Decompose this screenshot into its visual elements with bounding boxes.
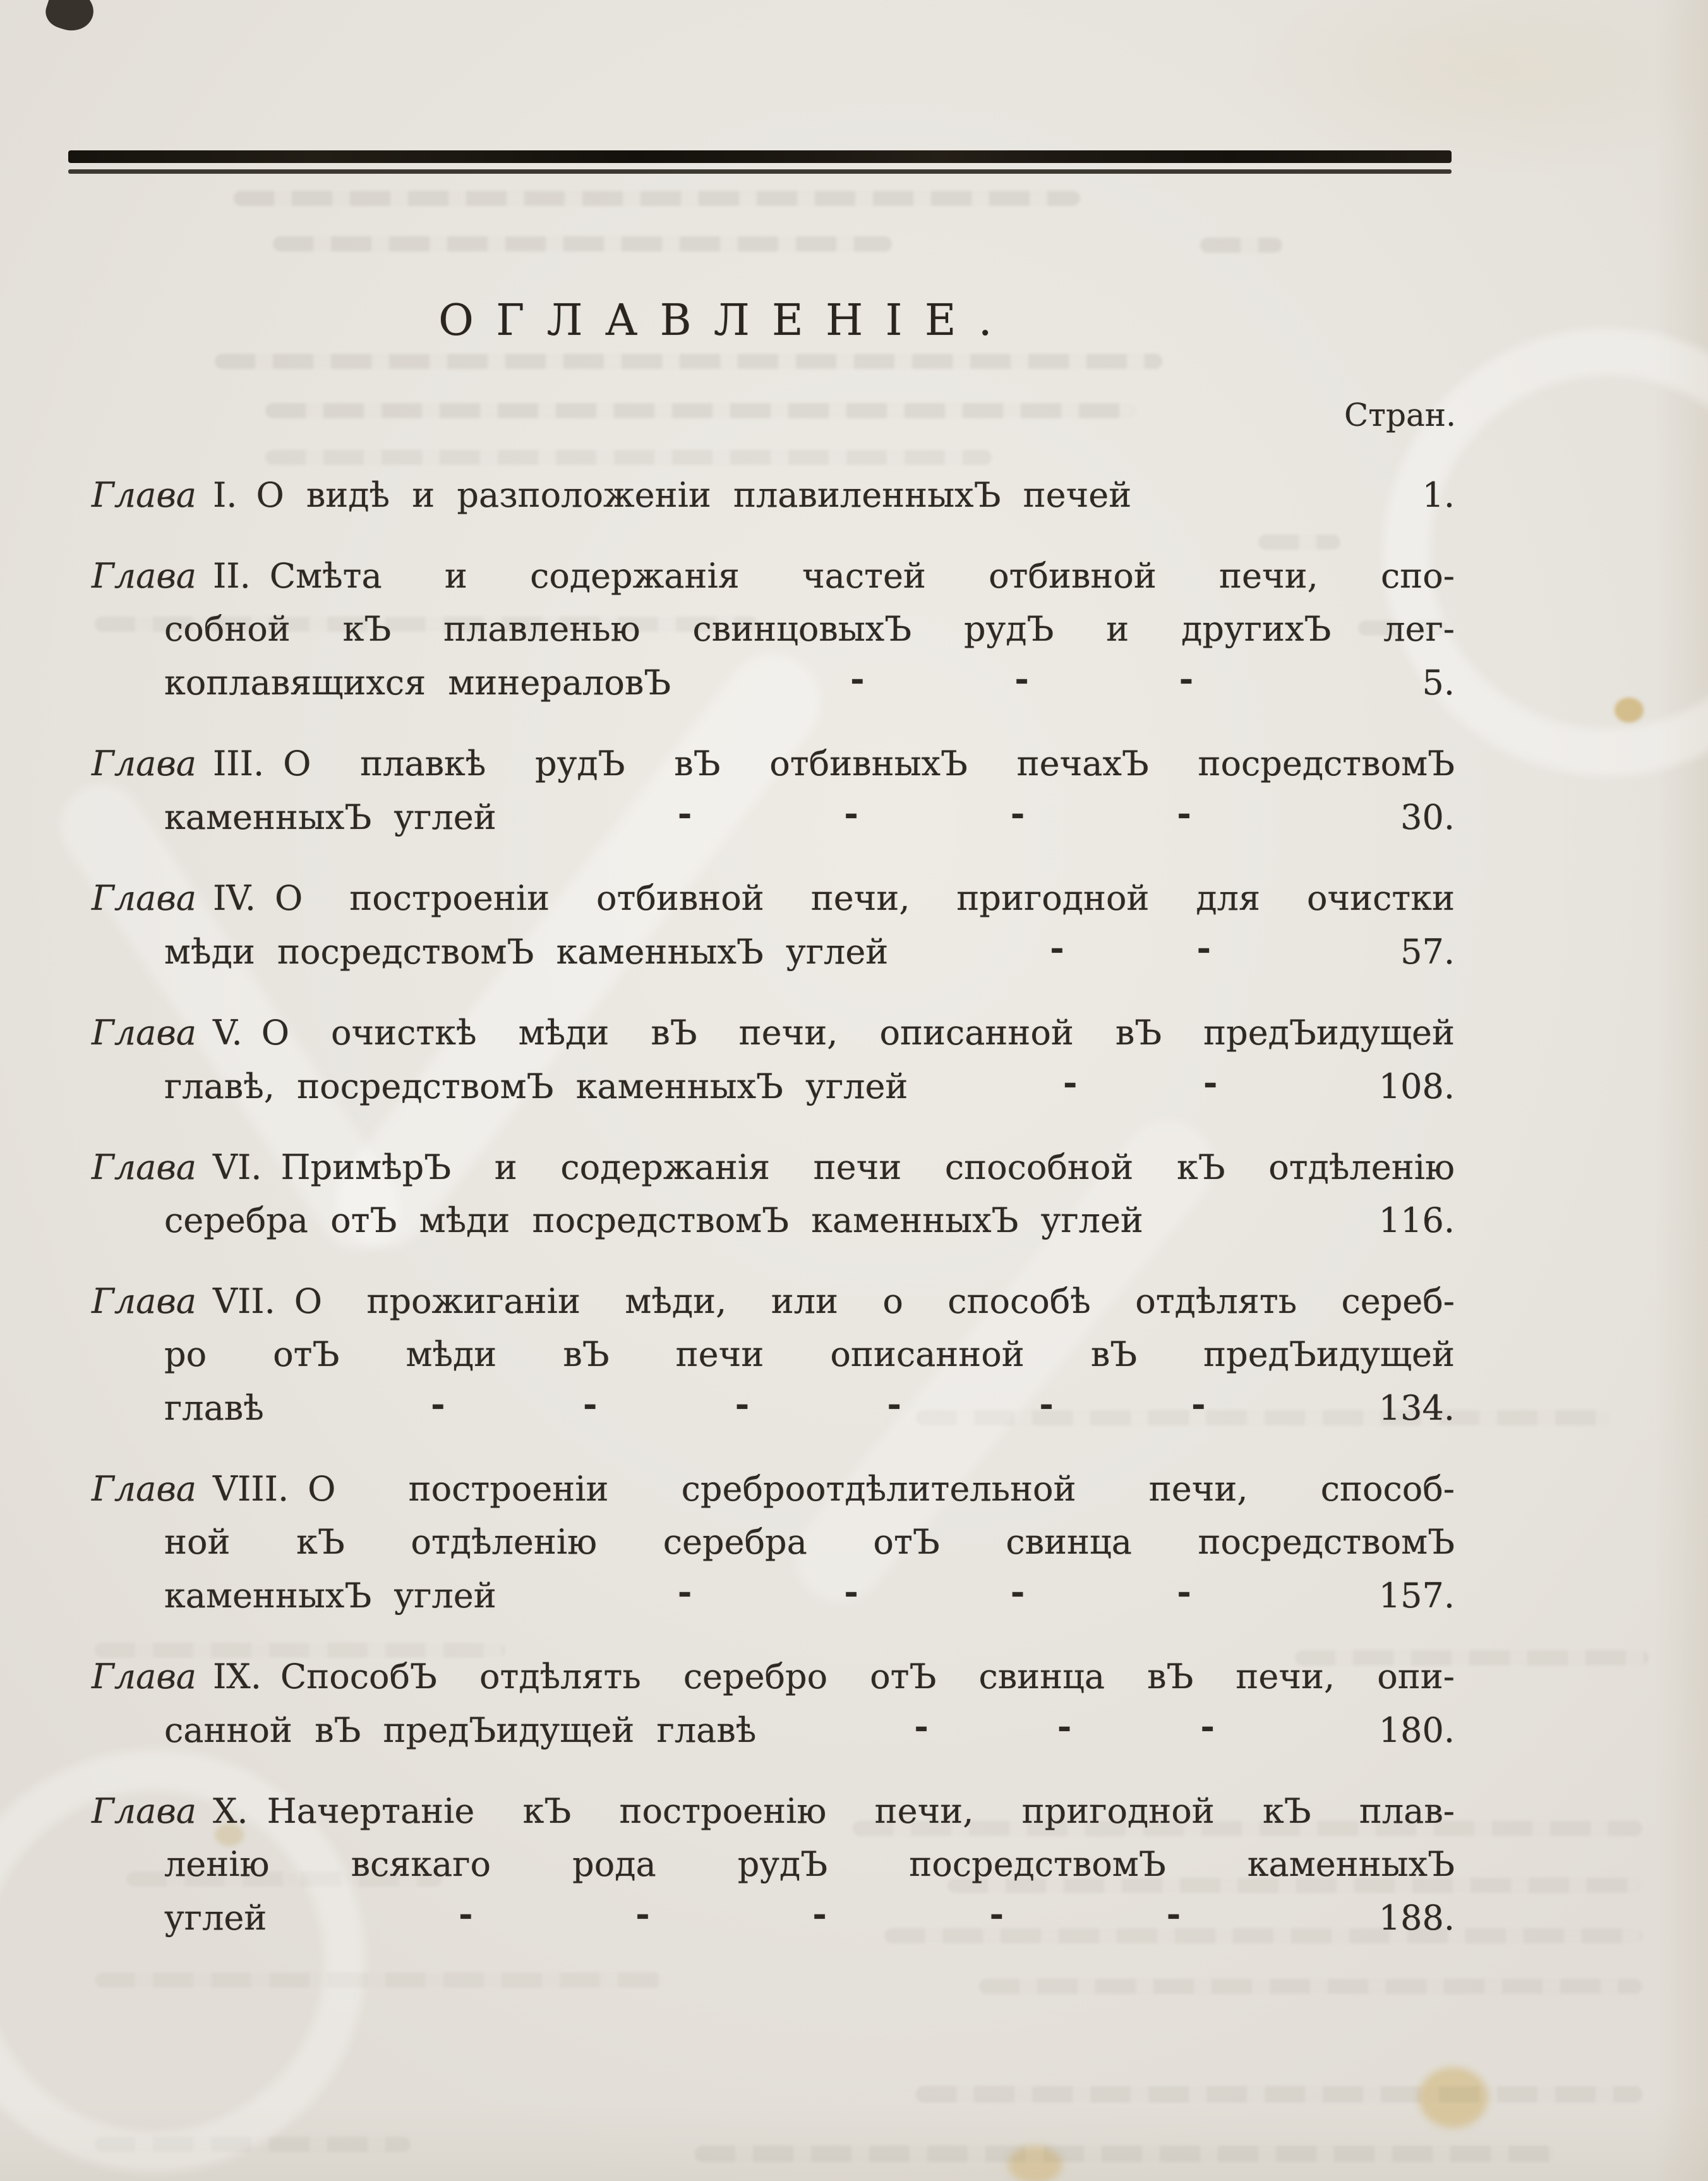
leader-dashes <box>756 1703 1373 1756</box>
leader-dash: - <box>1177 1571 1191 1612</box>
leader-dash: - <box>1057 1706 1072 1746</box>
leader-dash: - <box>1039 1384 1054 1424</box>
chapter-label: Глава <box>92 556 196 596</box>
toc-entry-line <box>164 1703 1455 1757</box>
entry-text: О видѣ и разположеніи плавиленныхЪ печей <box>256 475 1132 515</box>
toc-entry-line <box>164 1891 1455 1945</box>
page-title-row <box>92 296 1361 346</box>
paper-stain <box>1615 698 1644 723</box>
page-number: 116. <box>1378 1200 1455 1240</box>
chapter-numeral: X. <box>212 1791 248 1831</box>
chapter-label: Глава <box>92 878 196 918</box>
toc-entry-line <box>92 1650 1455 1703</box>
toc-entry <box>92 737 1455 844</box>
entry-text: главѣ <box>164 1388 264 1428</box>
toc-entry-line <box>164 656 1455 710</box>
chapter-numeral: I. <box>212 475 238 515</box>
entry-text: ро отЪ мѣди вЪ печи описанной вЪ предЪидущей <box>164 1334 1455 1374</box>
leader-dash: - <box>1010 793 1025 833</box>
leader-dash: - <box>850 658 865 699</box>
leader-dash: - <box>989 1894 1004 1934</box>
leader-dash: - <box>1179 658 1194 699</box>
chapter-numeral: VI. <box>212 1147 262 1187</box>
chapter-label: Глава <box>92 475 196 515</box>
page-number: 30. <box>1400 797 1455 837</box>
leader-dash: - <box>1014 658 1029 699</box>
chapter-numeral: VII. <box>212 1281 275 1321</box>
bleedthrough-line <box>695 2146 1554 2162</box>
leader-dash: - <box>1177 793 1191 833</box>
page-number: 180. <box>1378 1710 1455 1750</box>
toc-entry <box>92 469 1455 522</box>
chapter-label: Глава <box>92 1791 196 1831</box>
chapter-label: Глава <box>92 744 196 783</box>
scan-corner-mark <box>42 0 99 37</box>
page-number: 188. <box>1378 1898 1455 1938</box>
entry-text: Начертаніе кЪ построенію печи, пригодной кЪ плав- <box>267 1791 1455 1831</box>
toc-entry-line <box>92 469 1455 522</box>
entry-text: СпособЪ отдѣлять серебро отЪ свинца вЪ печи, опи- <box>280 1657 1455 1696</box>
leader-dashes <box>496 1569 1373 1622</box>
entry-text: О плавкѣ рудЪ вЪ отбивныхЪ печахЪ посредствомЪ <box>283 744 1455 783</box>
page-number: 157. <box>1378 1576 1455 1616</box>
leader-dash: - <box>1062 1062 1078 1103</box>
entry-text: Смѣта и содержанія частей отбивной печи, спо- <box>269 556 1455 596</box>
entry-text: мѣди посредствомЪ каменныхЪ углей <box>164 932 889 972</box>
toc-entry <box>92 1785 1455 1945</box>
page-number: 134. <box>1378 1388 1455 1428</box>
chapter-label: Глава <box>92 1657 196 1696</box>
leader-dash: - <box>431 1384 445 1424</box>
chapter-label: Глава <box>92 1147 196 1187</box>
leader-dash: - <box>635 1894 650 1934</box>
toc-entry-line <box>164 1569 1455 1622</box>
toc-entry-line <box>92 1141 1455 1194</box>
page-column-header: Стран. <box>1344 397 1456 433</box>
chapter-numeral: IX. <box>212 1657 262 1696</box>
leader-dash: - <box>1050 927 1064 968</box>
entry-text: каменныхЪ углей <box>164 797 496 837</box>
leader-dashes <box>267 1891 1373 1944</box>
toc-entry-line <box>164 925 1455 979</box>
page-number: 1. <box>1422 475 1455 515</box>
page-title: ОГЛАВЛЕНІЕ. <box>438 296 1014 346</box>
entry-text: серебра отЪ мѣди посредствомЪ каменныхЪ углей <box>164 1200 1143 1240</box>
entry-text: каменныхЪ углей <box>164 1576 496 1616</box>
toc-entry-line <box>164 790 1455 844</box>
leader-dash: - <box>1196 927 1212 968</box>
toc-entry <box>92 1141 1455 1247</box>
toc-entry-line <box>92 872 1455 925</box>
page-edge-shading <box>1655 0 1708 2181</box>
chapter-numeral: III. <box>212 744 265 783</box>
bleedthrough-line <box>95 2137 411 2152</box>
toc-entry-line <box>164 1060 1455 1113</box>
leader-dashes <box>496 790 1373 843</box>
leader-dashes <box>888 925 1373 978</box>
toc-entry-line <box>164 1838 1455 1891</box>
toc-entry-line <box>92 1463 1455 1516</box>
toc-entry <box>92 550 1455 710</box>
header-double-rule <box>68 150 1452 174</box>
toc-entry <box>92 1463 1455 1622</box>
chapter-label: Глава <box>92 1013 196 1053</box>
entry-text: ПримѣрЪ и содержанія печи способной кЪ отдѣленію <box>280 1147 1455 1187</box>
chapter-numeral: V. <box>212 1013 243 1053</box>
leader-dashes <box>264 1381 1373 1434</box>
entry-text: О очисткѣ мѣди вЪ печи, описанной вЪ предЪидущей <box>261 1013 1455 1053</box>
leader-dash: - <box>582 1384 598 1424</box>
leader-dash: - <box>677 1571 692 1612</box>
entry-text: санной вЪ предЪидущей главѣ <box>164 1710 757 1750</box>
rule-thin-line <box>68 169 1452 174</box>
bleedthrough-line <box>234 191 1080 206</box>
toc-entry-line <box>164 603 1455 656</box>
leader-dash: - <box>914 1706 929 1746</box>
entry-text: ной кЪ отдѣленію серебра отЪ свинца посредствомЪ <box>164 1522 1455 1562</box>
toc-list <box>92 469 1455 1973</box>
bleedthrough-line <box>265 450 992 465</box>
bleedthrough-line <box>1200 238 1282 253</box>
chapter-label: Глава <box>92 1281 196 1321</box>
toc-entry-line <box>164 1516 1455 1569</box>
page-number: 108. <box>1378 1066 1455 1106</box>
entry-text: главѣ, посредствомЪ каменныхЪ углей <box>164 1066 908 1106</box>
chapter-label: Глава <box>92 1469 196 1509</box>
page-number: 5. <box>1422 663 1455 703</box>
toc-entry-line <box>92 1006 1455 1060</box>
leader-dashes <box>671 656 1373 709</box>
entry-text: О прожиганіи мѣди, или о способѣ отдѣлять сереб- <box>294 1281 1455 1321</box>
leader-dashes <box>908 1060 1373 1113</box>
toc-entry-line <box>92 550 1455 603</box>
leader-dash: - <box>1010 1571 1025 1612</box>
bleedthrough-line <box>979 1979 1642 1994</box>
leader-dash: - <box>459 1894 473 1934</box>
entry-text: коплавящихся минераловЪ <box>164 663 671 703</box>
toc-entry <box>92 1275 1455 1435</box>
chapter-numeral: IV. <box>212 878 256 918</box>
toc-entry <box>92 1006 1455 1113</box>
entry-text: собной кЪ плавленью свинцовыхЪ рудЪ и другихЪ лег- <box>164 609 1455 649</box>
leader-dash: - <box>1191 1384 1206 1424</box>
toc-entry <box>92 872 1455 979</box>
bleedthrough-line <box>273 236 892 251</box>
leader-dash: - <box>844 793 858 833</box>
leader-dash: - <box>735 1384 750 1424</box>
page-column-header-row <box>92 397 1456 433</box>
toc-entry-line <box>92 1785 1455 1838</box>
entry-text: ленію всякаго рода рудЪ посредствомЪ каменныхЪ <box>164 1844 1455 1884</box>
leader-dash: - <box>887 1384 901 1424</box>
leader-dash: - <box>812 1894 827 1934</box>
leader-dash: - <box>1166 1894 1181 1934</box>
toc-entry-line <box>164 1328 1455 1381</box>
toc-entry-line <box>92 1275 1455 1328</box>
toc-entry-line <box>164 1381 1455 1435</box>
leader-dash: - <box>677 793 692 833</box>
leader-dash: - <box>1203 1062 1218 1103</box>
chapter-numeral: VIII. <box>212 1469 289 1509</box>
entry-text: углей <box>164 1898 267 1938</box>
toc-entry-line <box>92 737 1455 790</box>
entry-text: О построеніи отбивной печи, пригодной для очистки <box>275 878 1455 918</box>
bleedthrough-line <box>916 2086 1642 2103</box>
toc-entry <box>92 1650 1455 1757</box>
leader-dash: - <box>1200 1706 1215 1746</box>
bleedthrough-line <box>95 1973 663 1988</box>
page-number: 57. <box>1400 932 1455 972</box>
leader-dash: - <box>844 1571 858 1612</box>
chapter-numeral: II. <box>212 556 251 596</box>
bleedthrough-line <box>215 354 1162 369</box>
entry-text: О построеніи среброотдѣлительной печи, способ- <box>308 1469 1455 1509</box>
toc-entry-line <box>164 1194 1455 1247</box>
rule-thick-line <box>68 150 1452 163</box>
